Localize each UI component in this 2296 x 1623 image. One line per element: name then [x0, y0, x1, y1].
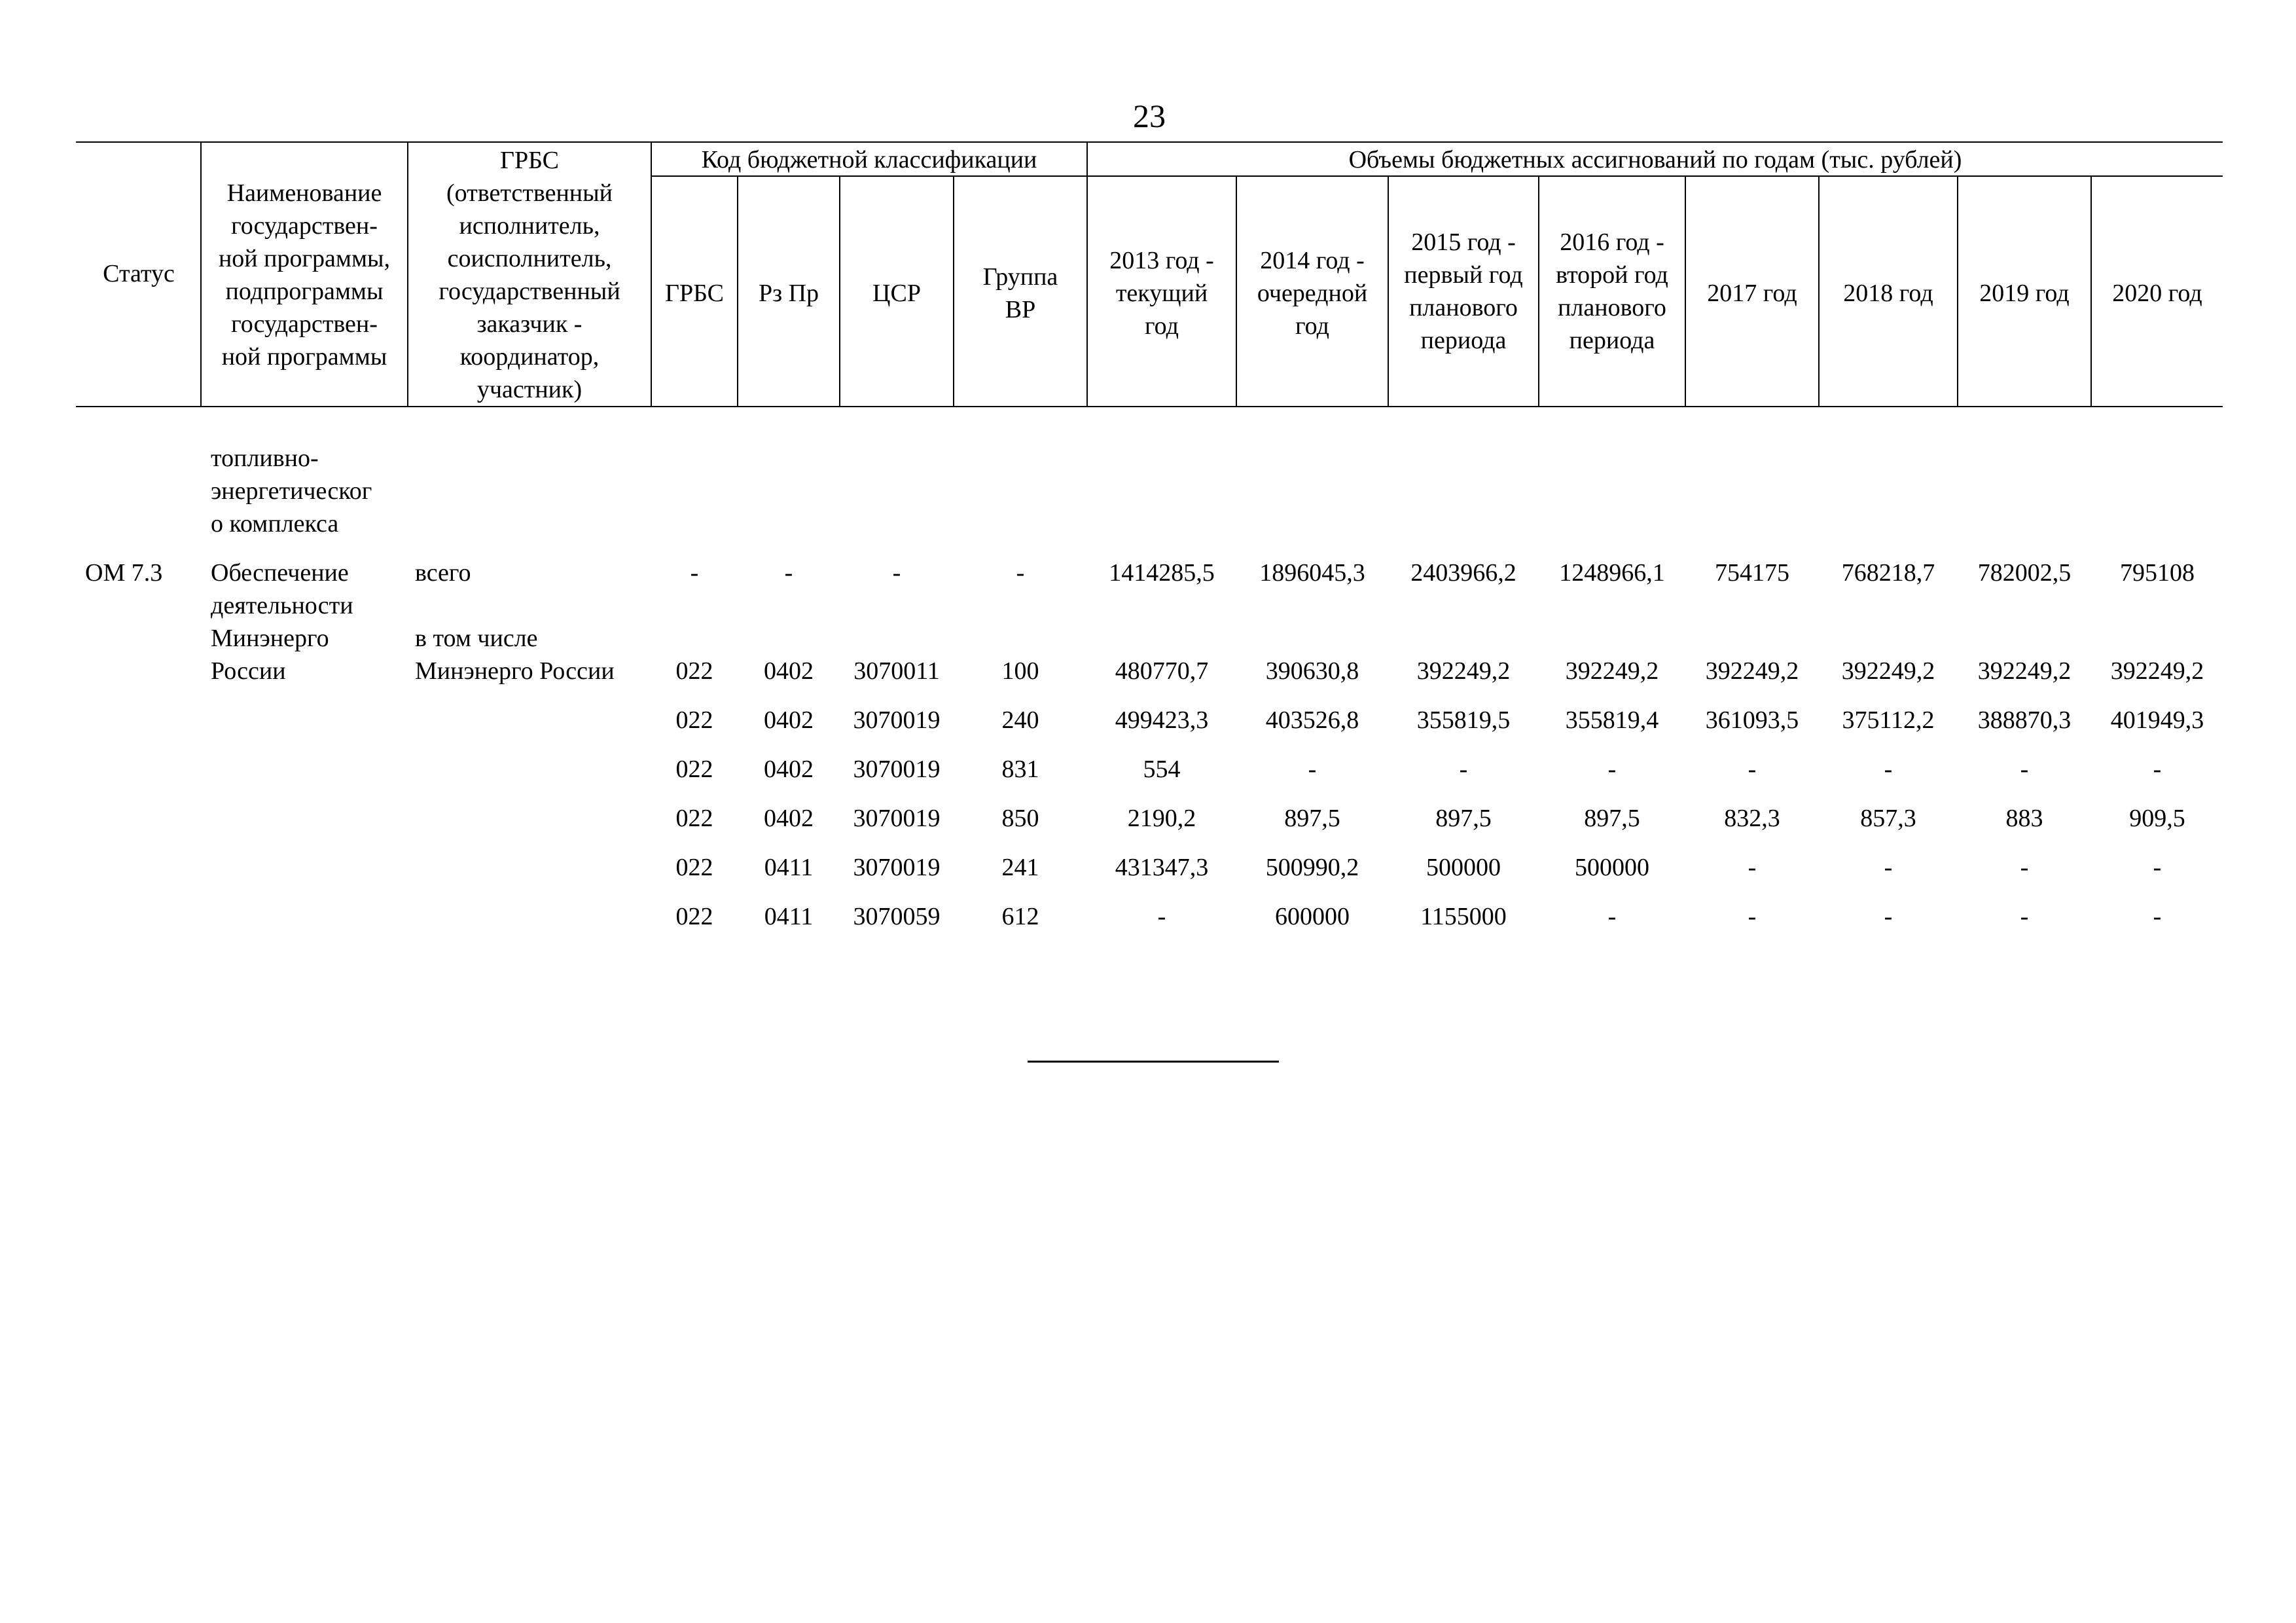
cell-y2015: -: [1459, 756, 1468, 783]
header-y2016-line: второй год: [1556, 261, 1668, 289]
cell-y2017: 832,3: [1724, 805, 1780, 832]
cell-y2020: -: [2153, 854, 2162, 881]
cell-y2017: -: [1748, 756, 1757, 783]
header-y2013-line: 2013 год -: [1109, 247, 1214, 274]
cell-csr: 3070019: [853, 706, 941, 734]
cell-csr: 3070019: [853, 854, 941, 881]
cell-y2018: -: [1884, 756, 1893, 783]
continuation-line: энергетическог: [211, 477, 372, 505]
cell-y2014: 403526,8: [1265, 706, 1359, 734]
cell-y2015: 2403966,2: [1410, 559, 1516, 587]
program-name-line: деятельности: [211, 592, 353, 619]
cell-y2013: 499423,3: [1115, 706, 1209, 734]
ministry-label: Минэнерго России: [415, 657, 615, 685]
header-grbs: ГРБС: [664, 280, 724, 307]
cell-rzpr: 0402: [764, 805, 814, 832]
header-amount-group: Объемы бюджетных ассигнований по годам (тыс. рублей): [1348, 146, 1962, 173]
header-y2018: 2018 год: [1843, 280, 1933, 307]
cell-grbs: -: [690, 559, 699, 587]
header-y2013-line: год: [1145, 312, 1179, 340]
header-grbs-line: (ответственный: [446, 179, 613, 207]
cell-y2019: 782002,5: [1977, 559, 2072, 587]
header-y2016-line: периода: [1569, 327, 1655, 354]
cell-y2014: 1896045,3: [1259, 559, 1365, 587]
cell-vr: 241: [1001, 854, 1039, 881]
cell-y2015: 500000: [1426, 854, 1501, 881]
cell-y2015: 897,5: [1435, 805, 1492, 832]
cell-y2015: 355819,5: [1416, 706, 1511, 734]
cell-csr: -: [892, 559, 901, 587]
header-y2019: 2019 год: [1979, 280, 2070, 307]
header-vr-line: ВР: [1005, 296, 1036, 323]
continuation-line: топливно-: [211, 445, 319, 472]
cell-y2018: 857,3: [1860, 805, 1916, 832]
cell-vr: 100: [1001, 657, 1039, 685]
header-grbs-line: ГРБС: [499, 147, 559, 174]
cell-y2015: 1155000: [1420, 903, 1507, 930]
cell-y2017: 754175: [1715, 559, 1789, 587]
cell-grbs: 022: [675, 657, 713, 685]
cell-vr: -: [1016, 559, 1025, 587]
header-status: Статус: [103, 260, 175, 287]
cell-y2013: 431347,3: [1115, 854, 1209, 881]
cell-y2018: 375112,2: [1842, 706, 1935, 734]
header-grbs-line: государственный: [439, 278, 620, 305]
cell-y2017: 392249,2: [1705, 657, 1799, 685]
cell-y2016: -: [1607, 756, 1617, 783]
cell-y2020: -: [2153, 756, 2162, 783]
cell-csr: 3070011: [853, 657, 940, 685]
continuation-line: о комплекса: [211, 510, 339, 538]
header-csr: ЦСР: [872, 280, 921, 307]
header-y2015-line: 2015 год -: [1411, 228, 1516, 256]
header-grbs-line: координатор,: [459, 343, 600, 371]
header-y2016-line: 2016 год -: [1560, 228, 1664, 256]
cell-y2019: 388870,3: [1977, 706, 2072, 734]
header-grbs-line: участник): [476, 376, 583, 403]
cell-y2020: 401949,3: [2110, 706, 2204, 734]
cell-y2014: -: [1308, 756, 1317, 783]
cell-y2018: 768218,7: [1841, 559, 1935, 587]
cell-rzpr: 0411: [764, 854, 814, 881]
cell-y2019: 392249,2: [1977, 657, 2072, 685]
cell-y2017: -: [1748, 854, 1757, 881]
header-grbs-line: соисполнитель,: [447, 245, 612, 272]
cell-y2014: 897,5: [1284, 805, 1340, 832]
header-name-line: Наименование: [226, 179, 382, 207]
cell-y2016: -: [1607, 903, 1617, 930]
cell-y2013: 2190,2: [1127, 805, 1196, 832]
cell-csr: 3070019: [853, 756, 941, 783]
cell-y2019: -: [2020, 854, 2029, 881]
cell-y2016: 392249,2: [1565, 657, 1659, 685]
cell-y2013: 554: [1143, 756, 1181, 783]
cell-y2018: 392249,2: [1841, 657, 1935, 685]
cell-grbs: 022: [675, 756, 713, 783]
cell-grbs: 022: [675, 854, 713, 881]
total-label: всего: [415, 559, 471, 587]
header-grbs-line: заказчик -: [476, 310, 583, 338]
cell-grbs: 022: [675, 903, 713, 930]
cell-y2015: 392249,2: [1416, 657, 1511, 685]
header-name-line: государствен-: [231, 310, 378, 338]
header-y2015-line: первый год: [1404, 261, 1523, 289]
cell-y2016: 500000: [1575, 854, 1649, 881]
header-y2020: 2020 год: [2112, 280, 2202, 307]
cell-y2014: 500990,2: [1265, 854, 1359, 881]
cell-vr: 850: [1001, 805, 1039, 832]
program-name-line: Обеспечение: [211, 559, 349, 587]
status-cell: ОМ 7.3: [85, 559, 163, 587]
header-rzpr: Рз Пр: [758, 280, 819, 307]
cell-y2018: -: [1884, 854, 1893, 881]
cell-y2019: -: [2020, 756, 2029, 783]
cell-y2016: 355819,4: [1565, 706, 1659, 734]
header-y2014-line: год: [1295, 312, 1329, 340]
cell-y2019: 883: [2005, 805, 2043, 832]
cell-y2014: 600000: [1275, 903, 1350, 930]
header-y2014-line: очередной: [1257, 280, 1368, 307]
cell-csr: 3070019: [853, 805, 941, 832]
cell-y2013: -: [1157, 903, 1166, 930]
header-y2014-line: 2014 год -: [1260, 247, 1365, 274]
cell-csr: 3070059: [853, 903, 941, 930]
cell-y2013: 480770,7: [1115, 657, 1209, 685]
cell-y2016: 1248966,1: [1559, 559, 1665, 587]
header-grbs-line: исполнитель,: [459, 212, 600, 240]
header-bottom-border: [76, 406, 2223, 407]
cell-vr: 831: [1001, 756, 1039, 783]
incl-label: в том числе: [415, 625, 538, 652]
cell-y2013: 1414285,5: [1109, 559, 1215, 587]
closing-rule: [1028, 1061, 1279, 1063]
cell-y2020: 392249,2: [2110, 657, 2204, 685]
program-name-line: России: [211, 657, 286, 685]
cell-rzpr: 0402: [764, 657, 814, 685]
cell-y2014: 390630,8: [1265, 657, 1359, 685]
program-name-line: Минэнерго: [211, 625, 329, 652]
cell-rzpr: 0411: [764, 903, 814, 930]
cell-rzpr: 0402: [764, 706, 814, 734]
header-vr-line: Группа: [982, 263, 1058, 291]
header-name-line: ной программы: [221, 343, 387, 371]
cell-y2020: 909,5: [2129, 805, 2185, 832]
cell-vr: 240: [1001, 706, 1039, 734]
header-y2015-line: периода: [1420, 327, 1507, 354]
cell-y2020: 795108: [2120, 559, 2195, 587]
cell-vr: 612: [1001, 903, 1039, 930]
header-y2015-line: планового: [1409, 294, 1518, 321]
cell-y2016: 897,5: [1584, 805, 1640, 832]
cell-y2018: -: [1884, 903, 1893, 930]
header-y2016-line: планового: [1558, 294, 1666, 321]
cell-y2020: -: [2153, 903, 2162, 930]
cell-y2017: 361093,5: [1705, 706, 1799, 734]
page-number: 23: [1133, 98, 1166, 134]
cell-y2017: -: [1748, 903, 1757, 930]
table-top-border: [76, 141, 2223, 143]
cell-rzpr: 0402: [764, 756, 814, 783]
header-y2017: 2017 год: [1707, 280, 1797, 307]
header-name-line: подпрограммы: [225, 278, 384, 305]
header-name-line: государствен-: [231, 212, 378, 240]
col-divider: [651, 141, 652, 406]
header-name-line: ной программы,: [218, 245, 391, 272]
header-code-group: Код бюджетной классификации: [701, 146, 1037, 173]
cell-grbs: 022: [675, 706, 713, 734]
header-y2013-line: текущий: [1115, 280, 1208, 307]
cell-rzpr: -: [784, 559, 793, 587]
cell-y2019: -: [2020, 903, 2029, 930]
cell-grbs: 022: [675, 805, 713, 832]
